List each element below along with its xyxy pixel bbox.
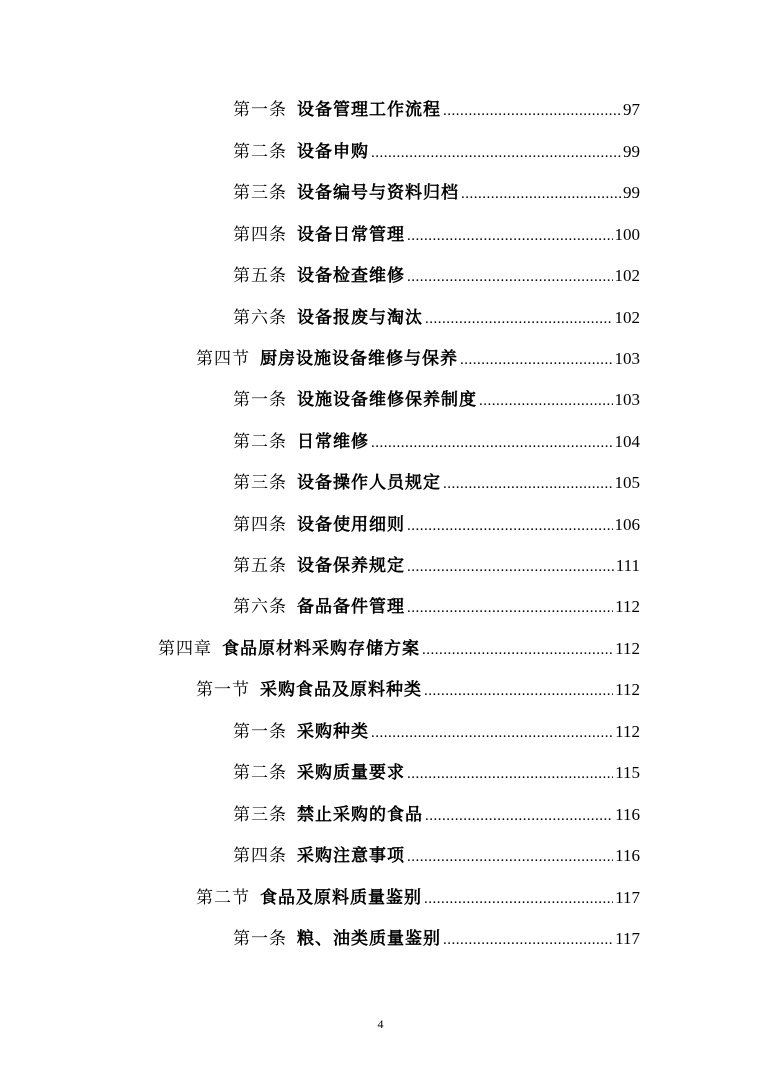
toc-leader xyxy=(443,99,621,123)
toc-leader xyxy=(460,348,613,372)
toc-number: 第一节 xyxy=(196,680,250,700)
toc-leader xyxy=(443,928,613,952)
toc-entry[interactable] xyxy=(233,554,640,578)
toc-page: 112 xyxy=(615,639,640,658)
toc-page: 105 xyxy=(614,473,640,492)
toc-leader xyxy=(407,265,613,289)
toc-page: 97 xyxy=(623,100,640,119)
toc-page: 99 xyxy=(623,183,640,202)
toc-page: 117 xyxy=(615,888,640,907)
toc-page: 106 xyxy=(614,515,640,534)
toc-entry[interactable] xyxy=(233,388,640,412)
toc-entry[interactable] xyxy=(233,140,640,164)
toc-title: 食品原材料采购存储方案 xyxy=(222,639,420,659)
toc-title: 设备申购 xyxy=(297,142,369,162)
toc-entry[interactable] xyxy=(233,223,640,247)
toc-number: 第三条 xyxy=(233,805,287,825)
toc-entry[interactable] xyxy=(233,595,640,619)
toc-entry[interactable] xyxy=(233,844,640,868)
toc-number: 第二条 xyxy=(233,432,287,452)
toc-entry[interactable] xyxy=(196,678,640,702)
toc-number: 第二节 xyxy=(196,888,250,908)
toc-number: 第四条 xyxy=(233,515,287,535)
toc-leader xyxy=(443,472,613,496)
toc-entry[interactable] xyxy=(196,347,640,371)
toc-entry[interactable] xyxy=(158,637,640,661)
toc-page: 100 xyxy=(614,225,640,244)
toc-title: 备品备件管理 xyxy=(297,597,405,617)
toc-page: 102 xyxy=(614,308,640,327)
toc-page: 116 xyxy=(615,846,640,865)
toc-number: 第四条 xyxy=(233,846,287,866)
toc-number: 第五条 xyxy=(233,266,287,286)
toc-page: 112 xyxy=(615,680,640,699)
toc-number: 第六条 xyxy=(233,308,287,328)
toc-leader xyxy=(371,431,613,455)
toc-page: 104 xyxy=(614,432,640,451)
toc-number: 第三条 xyxy=(233,183,287,203)
toc-entry[interactable] xyxy=(233,181,640,205)
toc-entry[interactable] xyxy=(196,886,640,910)
toc-page: 111 xyxy=(615,556,640,575)
toc-number: 第一条 xyxy=(233,722,287,742)
toc-entry[interactable] xyxy=(233,720,640,744)
toc-leader xyxy=(371,721,613,745)
toc-title: 设备检查维修 xyxy=(297,266,405,286)
toc-number: 第二条 xyxy=(233,763,287,783)
toc-entry[interactable] xyxy=(233,264,640,288)
toc-entry[interactable] xyxy=(233,306,640,330)
toc-entry[interactable] xyxy=(233,927,640,951)
toc-title: 粮、油类质量鉴别 xyxy=(297,929,441,949)
toc-entry[interactable] xyxy=(233,98,640,122)
toc-entry[interactable] xyxy=(233,803,640,827)
toc-leader xyxy=(479,389,613,413)
toc-page: 103 xyxy=(614,349,640,368)
toc-number: 第四节 xyxy=(196,349,250,369)
page-number: 4 xyxy=(377,1017,384,1031)
toc-leader xyxy=(407,845,613,869)
toc-title: 设施设备维修保养制度 xyxy=(297,390,477,410)
toc-number: 第一条 xyxy=(233,100,287,120)
toc-title: 采购质量要求 xyxy=(297,763,405,783)
toc-number: 第四章 xyxy=(158,639,212,659)
toc-page: 112 xyxy=(615,722,640,741)
toc-title: 采购食品及原料种类 xyxy=(260,680,422,700)
toc-leader xyxy=(425,307,613,331)
toc-title: 设备编号与资料归档 xyxy=(297,183,459,203)
toc-number: 第六条 xyxy=(233,597,287,617)
toc-number: 第二条 xyxy=(233,142,287,162)
toc-entry[interactable] xyxy=(233,471,640,495)
toc-leader xyxy=(407,596,613,620)
toc-entry[interactable] xyxy=(233,761,640,785)
toc-leader xyxy=(425,804,613,828)
toc-title: 采购注意事项 xyxy=(297,846,405,866)
toc-title: 采购种类 xyxy=(297,722,369,742)
toc-title: 设备保养规定 xyxy=(297,556,405,576)
toc-page: 102 xyxy=(614,266,640,285)
toc-title: 禁止采购的食品 xyxy=(297,805,423,825)
toc-leader xyxy=(407,224,613,248)
toc-leader xyxy=(424,679,613,703)
toc-title: 食品及原料质量鉴别 xyxy=(260,888,422,908)
toc-title: 日常维修 xyxy=(297,432,369,452)
toc-title: 设备报废与淘汰 xyxy=(297,308,423,328)
toc-page: 117 xyxy=(615,929,640,948)
toc-entry[interactable] xyxy=(233,513,640,537)
toc-page: 115 xyxy=(615,763,640,782)
toc-title: 设备操作人员规定 xyxy=(297,473,441,493)
toc-number: 第五条 xyxy=(233,556,287,576)
toc-title: 设备管理工作流程 xyxy=(297,100,441,120)
toc-title: 厨房设施设备维修与保养 xyxy=(260,349,458,369)
toc-page: 103 xyxy=(614,390,640,409)
toc-entry[interactable] xyxy=(233,430,640,454)
toc-leader xyxy=(407,555,614,579)
toc-leader xyxy=(407,514,613,538)
toc-leader xyxy=(422,638,613,662)
toc-page: 116 xyxy=(615,805,640,824)
toc-title: 设备日常管理 xyxy=(297,225,405,245)
toc-page: 99 xyxy=(623,142,640,161)
toc-leader xyxy=(371,141,621,165)
toc-number: 第一条 xyxy=(233,390,287,410)
toc-page: 112 xyxy=(615,597,640,616)
toc-number: 第三条 xyxy=(233,473,287,493)
toc-leader xyxy=(424,887,613,911)
toc-number: 第四条 xyxy=(233,225,287,245)
toc-leader xyxy=(407,762,613,786)
toc-leader xyxy=(461,182,621,206)
toc-number: 第一条 xyxy=(233,929,287,949)
toc-title: 设备使用细则 xyxy=(297,515,405,535)
